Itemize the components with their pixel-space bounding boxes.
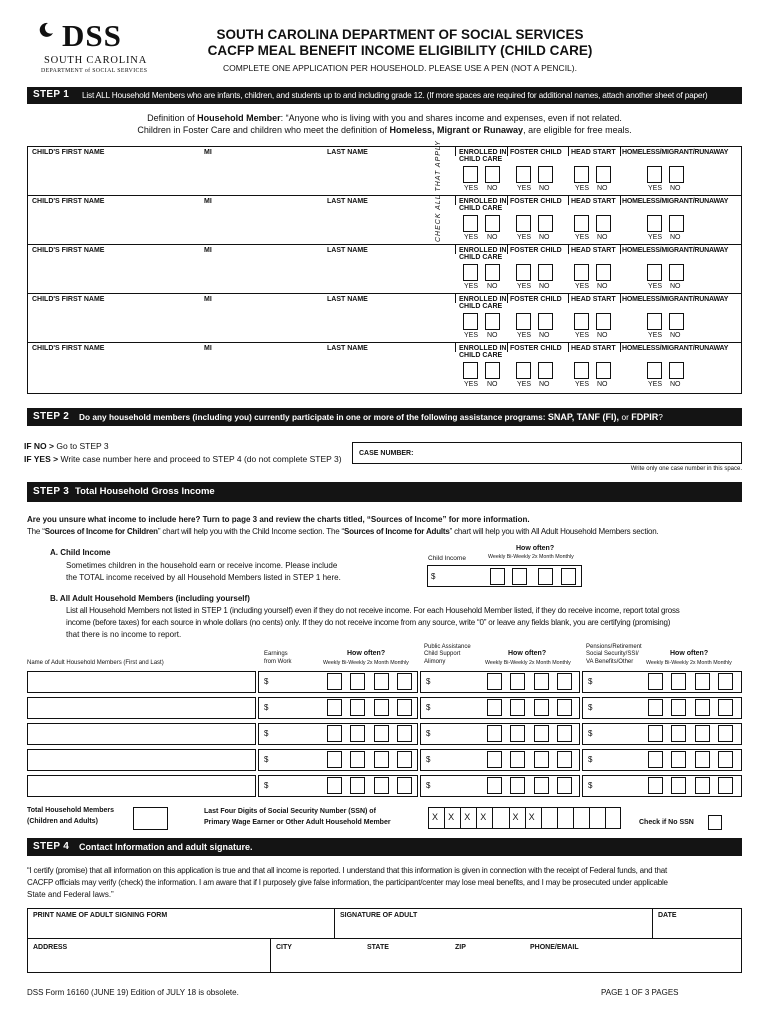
- frequency-checkbox[interactable]: [397, 777, 412, 794]
- dss-logo: [38, 18, 150, 78]
- how-often-label: How often?: [347, 650, 386, 657]
- no-ssn-label: Check if No SSN: [639, 819, 694, 826]
- frequency-checkbox[interactable]: [671, 699, 686, 716]
- child-first-name-field[interactable]: CHILD'S FIRST NAME: [32, 296, 105, 303]
- yes-label: YES: [464, 381, 479, 388]
- child-freq-labels: Weekly Bi-Weekly 2x Month Monthly: [488, 554, 574, 560]
- frequency-checkbox[interactable]: [327, 777, 342, 794]
- frequency-checkbox[interactable]: [374, 673, 389, 690]
- adult-name-field[interactable]: [27, 775, 256, 797]
- yes-label: YES: [575, 332, 590, 339]
- frequency-checkbox[interactable]: [350, 777, 365, 794]
- frequency-checkbox[interactable]: [374, 777, 389, 794]
- frequency-checkbox[interactable]: [487, 777, 502, 794]
- no-checkbox[interactable]: [669, 166, 684, 183]
- frequency-checkbox[interactable]: [671, 725, 686, 742]
- child-last-name-field[interactable]: LAST NAME: [327, 198, 368, 205]
- total-members-field[interactable]: [133, 807, 168, 830]
- yes-checkbox[interactable]: [516, 215, 531, 232]
- child-mi-field[interactable]: MI: [204, 149, 212, 156]
- no-checkbox[interactable]: [669, 264, 684, 281]
- certification-3: State and Federal laws.”: [27, 890, 114, 899]
- frequency-checkbox[interactable]: [350, 751, 365, 768]
- frequency-checkbox[interactable]: [671, 751, 686, 768]
- logo-dept: DEPARTMENT of SOCIAL SERVICES: [41, 68, 148, 74]
- yes-label: YES: [648, 332, 663, 339]
- instructions: COMPLETE ONE APPLICATION PER HOUSEHOLD. PLEASE USE A PEN (NOT A PENCIL).: [223, 63, 577, 73]
- enrolled-label-2: CHILD CARE: [459, 205, 503, 212]
- dollar-sign: $: [588, 755, 593, 764]
- child-mi-field[interactable]: MI: [204, 296, 212, 303]
- foster-label: FOSTER CHILD: [510, 198, 562, 205]
- adult-name-field[interactable]: [27, 749, 256, 771]
- dollar-sign: $: [588, 781, 593, 790]
- zip-field[interactable]: ZIP: [455, 944, 466, 951]
- frequency-checkbox[interactable]: [327, 725, 342, 742]
- logo-state: SOUTH CAROLINA: [44, 55, 148, 66]
- no-label: NO: [670, 381, 681, 388]
- ssn-label-1: Last Four Digits of Social Security Number (SSN) of: [204, 808, 376, 815]
- frequency-checkbox[interactable]: [374, 725, 389, 742]
- no-checkbox[interactable]: [538, 264, 553, 281]
- logo-text: DSS: [62, 18, 122, 53]
- yes-checkbox[interactable]: [647, 166, 662, 183]
- no-label: NO: [670, 185, 681, 192]
- frequency-checkbox[interactable]: [557, 777, 572, 794]
- no-checkbox[interactable]: [485, 313, 500, 330]
- frequency-checkbox[interactable]: [487, 725, 502, 742]
- ssn-x-mark: X: [480, 812, 487, 822]
- phone-email-field[interactable]: PHONE/EMAIL: [530, 944, 579, 951]
- child-income-label: Child Income: [428, 555, 466, 562]
- adult-members-title: B. All Adult Household Members (including yourself): [50, 594, 250, 603]
- yes-checkbox[interactable]: [516, 313, 531, 330]
- no-label: NO: [597, 283, 608, 290]
- yes-checkbox[interactable]: [516, 264, 531, 281]
- enrolled-label-2: CHILD CARE: [459, 156, 503, 163]
- col-public-1: Public Assistance: [424, 644, 471, 650]
- no-label: NO: [597, 234, 608, 241]
- no-checkbox[interactable]: [485, 362, 500, 379]
- no-checkbox[interactable]: [596, 313, 611, 330]
- no-label: NO: [487, 381, 498, 388]
- frequency-checkbox[interactable]: [648, 777, 663, 794]
- frequency-checkbox[interactable]: [510, 725, 525, 742]
- no-checkbox[interactable]: [538, 215, 553, 232]
- frequency-checkbox[interactable]: [327, 751, 342, 768]
- no-label: NO: [487, 185, 498, 192]
- step2-bar: [27, 408, 742, 426]
- page-subtitle: CACFP MEAL BENEFIT INCOME ELIGIBILITY (CHILD CARE): [207, 43, 593, 58]
- no-checkbox[interactable]: [669, 362, 684, 379]
- frequency-checkbox[interactable]: [671, 777, 686, 794]
- frequency-checkbox[interactable]: [557, 673, 572, 690]
- step1-text: List ALL Household Members who are infants, children, and students up to and including grade 12. (If more spaces are required for additional names, attach another sheet of paper): [82, 90, 708, 100]
- no-ssn-checkbox[interactable]: [708, 815, 722, 830]
- no-label: NO: [539, 283, 550, 290]
- ssn-digit-field[interactable]: [606, 808, 620, 828]
- yes-checkbox[interactable]: [574, 362, 589, 379]
- yes-checkbox[interactable]: [463, 215, 478, 232]
- head-start-label: HEAD START: [571, 345, 616, 352]
- frequency-checkbox[interactable]: [397, 725, 412, 742]
- frequency-checkbox[interactable]: [397, 751, 412, 768]
- children-table: [27, 146, 742, 394]
- yes-checkbox[interactable]: [647, 313, 662, 330]
- no-checkbox[interactable]: [485, 264, 500, 281]
- homeless-label: HOMELESS/MIGRANT/RUNAWAY: [622, 296, 729, 303]
- date-field[interactable]: DATE: [658, 912, 677, 919]
- frequency-checkbox[interactable]: [397, 673, 412, 690]
- yes-label: YES: [464, 332, 479, 339]
- frequency-checkbox[interactable]: [397, 699, 412, 716]
- yes-label: YES: [648, 381, 663, 388]
- frequency-checkbox[interactable]: [487, 699, 502, 716]
- dollar-sign: $: [426, 703, 431, 712]
- child-first-name-field[interactable]: CHILD'S FIRST NAME: [32, 247, 105, 254]
- frequency-checkbox[interactable]: [490, 568, 505, 585]
- frequency-checkbox[interactable]: [718, 777, 733, 794]
- enrolled-label: ENROLLED IN: [459, 247, 507, 254]
- dollar-sign: $: [264, 703, 269, 712]
- income-help-charts: The “Sources of Income for Children” chart will help you with the Child Income section. The “Sources of Income for Adults” chart will help you with All Adult Household Members section.: [27, 527, 659, 536]
- moon-icon: [38, 22, 54, 38]
- yes-label: YES: [517, 234, 532, 241]
- no-label: NO: [670, 283, 681, 290]
- dollar-sign: $: [264, 677, 269, 686]
- frequency-checkbox[interactable]: [648, 725, 663, 742]
- frequency-checkbox[interactable]: [534, 751, 549, 768]
- case-note: Write only one case number in this space.: [630, 466, 742, 472]
- total-members-label-1: Total Household Members: [27, 807, 114, 814]
- yes-label: YES: [575, 381, 590, 388]
- yes-label: YES: [575, 185, 590, 192]
- how-often-label: How often?: [670, 650, 709, 657]
- city-field[interactable]: CITY: [276, 944, 292, 951]
- enrolled-label-2: CHILD CARE: [459, 303, 503, 310]
- adult-desc1: List all Household Members not listed in STEP 1 (including yourself) even if they do not receive income. For each Household Member listed, if they do receive income, report total gross: [66, 606, 680, 615]
- page-title: SOUTH CAROLINA DEPARTMENT OF SOCIAL SERVICES: [216, 27, 584, 42]
- no-checkbox[interactable]: [596, 362, 611, 379]
- frequency-checkbox[interactable]: [557, 751, 572, 768]
- homeless-label: HOMELESS/MIGRANT/RUNAWAY: [622, 149, 729, 156]
- frequency-checkbox[interactable]: [538, 568, 553, 585]
- step4-label: STEP 4: [33, 841, 70, 852]
- no-label: NO: [539, 234, 550, 241]
- step2-text: Do any household members (including you) currently participate in one or more of the following assistance programs: SNAP, TANF (FI), or FDPIR?: [79, 412, 663, 422]
- frequency-checkbox[interactable]: [534, 725, 549, 742]
- if-no: IF NO > Go to STEP 3: [24, 441, 109, 451]
- child-mi-field[interactable]: MI: [204, 198, 212, 205]
- enrolled-label: ENROLLED IN: [459, 198, 507, 205]
- col-public-2: Child Support: [424, 651, 461, 657]
- frequency-checkbox[interactable]: [374, 699, 389, 716]
- dollar-sign: $: [588, 677, 593, 686]
- no-label: NO: [487, 234, 498, 241]
- no-checkbox[interactable]: [538, 166, 553, 183]
- col-earnings-1: Earnings: [264, 651, 288, 657]
- adult-name-field[interactable]: [27, 723, 256, 745]
- no-checkbox[interactable]: [669, 215, 684, 232]
- child-last-name-field[interactable]: LAST NAME: [327, 296, 368, 303]
- no-label: NO: [597, 332, 608, 339]
- frequency-checkbox[interactable]: [327, 699, 342, 716]
- address-field[interactable]: ADDRESS: [33, 944, 68, 951]
- case-number-label: CASE NUMBER:: [359, 450, 414, 457]
- how-often-label: How often?: [508, 650, 547, 657]
- frequency-checkbox[interactable]: [718, 725, 733, 742]
- yes-checkbox[interactable]: [463, 166, 478, 183]
- frequency-checkbox[interactable]: [695, 751, 710, 768]
- step1-bar: [27, 87, 742, 104]
- form-number: DSS Form 16160 (JUNE 19) Edition of JULY 18 is obsolete.: [27, 988, 239, 997]
- yes-label: YES: [517, 185, 532, 192]
- household-definition: Definition of Household Member: “Anyone who is living with you and shares income and expenses, even if not related.: [147, 113, 622, 123]
- child-income-desc2: the TOTAL income received by all Household Members listed in STEP 1 here.: [66, 573, 341, 582]
- col-adult-name: Name of Adult Household Members (First and Last): [27, 660, 164, 666]
- enrolled-label-2: CHILD CARE: [459, 352, 503, 359]
- no-checkbox[interactable]: [485, 215, 500, 232]
- certification-1: “I certify (promise) that all information on this application is true and that all income is reported. I understand that this information is given in connection with the receipt of Federal funds, and that: [27, 866, 668, 875]
- col-pension-1: Pensions/Retirement: [586, 644, 642, 650]
- frequency-checkbox[interactable]: [718, 699, 733, 716]
- frequency-checkbox[interactable]: [557, 699, 572, 716]
- head-start-label: HEAD START: [571, 247, 616, 254]
- page-number: PAGE 1 OF 3 PAGES: [601, 988, 679, 997]
- dollar-sign: $: [426, 677, 431, 686]
- frequency-checkbox[interactable]: [510, 777, 525, 794]
- step3-bar: [27, 482, 742, 502]
- foster-definition: Children in Foster Care and children who meet the definition of Homeless, Migrant or Runaway, are eligible for free meals.: [137, 125, 632, 135]
- frequency-checkbox[interactable]: [327, 673, 342, 690]
- head-start-label: HEAD START: [571, 296, 616, 303]
- step2-label: STEP 2: [33, 411, 70, 422]
- frequency-checkbox[interactable]: [718, 751, 733, 768]
- step1-label: STEP 1: [33, 89, 70, 100]
- child-last-name-field[interactable]: LAST NAME: [327, 149, 368, 156]
- yes-checkbox[interactable]: [574, 313, 589, 330]
- frequency-checkbox[interactable]: [557, 725, 572, 742]
- frequency-checkbox[interactable]: [512, 568, 527, 585]
- child-income-desc1: Sometimes children in the household earn or receive income. Please include: [66, 561, 338, 570]
- yes-label: YES: [648, 185, 663, 192]
- no-checkbox[interactable]: [596, 264, 611, 281]
- yes-checkbox[interactable]: [647, 215, 662, 232]
- dollar-sign: $: [264, 781, 269, 790]
- yes-label: YES: [464, 185, 479, 192]
- yes-label: YES: [464, 283, 479, 290]
- frequency-checkbox[interactable]: [534, 777, 549, 794]
- step4-title: Contact Information and adult signature.: [79, 842, 253, 852]
- child-first-name-field[interactable]: CHILD'S FIRST NAME: [32, 198, 105, 205]
- yes-label: YES: [648, 283, 663, 290]
- yes-checkbox[interactable]: [574, 166, 589, 183]
- no-label: NO: [539, 381, 550, 388]
- foster-label: FOSTER CHILD: [510, 345, 562, 352]
- col-earnings-2: from Work: [264, 659, 292, 665]
- yes-checkbox[interactable]: [574, 215, 589, 232]
- step3-label: STEP 3: [33, 486, 70, 497]
- frequency-checkbox[interactable]: [487, 751, 502, 768]
- head-start-label: HEAD START: [571, 149, 616, 156]
- no-label: NO: [539, 185, 550, 192]
- frequency-checkbox[interactable]: [350, 673, 365, 690]
- frequency-checkbox[interactable]: [695, 673, 710, 690]
- no-checkbox[interactable]: [485, 166, 500, 183]
- print-name-field[interactable]: PRINT NAME OF ADULT SIGNING FORM: [33, 912, 168, 919]
- yes-label: YES: [575, 283, 590, 290]
- frequency-checkbox[interactable]: [695, 699, 710, 716]
- dollar-sign: $: [588, 729, 593, 738]
- frequency-checkbox[interactable]: [510, 751, 525, 768]
- dollar-sign: $: [426, 729, 431, 738]
- frequency-checkbox[interactable]: [487, 673, 502, 690]
- frequency-checkbox[interactable]: [561, 568, 576, 585]
- ssn-x-mark: X: [512, 812, 519, 822]
- no-label: NO: [597, 381, 608, 388]
- frequency-checkbox[interactable]: [350, 725, 365, 742]
- certification-2: CACFP officials may verify (check) the information. I am aware that if I purposely give false information, the participant/center may lose meal benefits, and I may be prosecuted under applicable: [27, 878, 668, 887]
- enrolled-label: ENROLLED IN: [459, 345, 507, 352]
- dollar-sign: $: [426, 781, 431, 790]
- yes-checkbox[interactable]: [463, 264, 478, 281]
- no-checkbox[interactable]: [538, 313, 553, 330]
- frequency-checkbox[interactable]: [648, 699, 663, 716]
- dollar-sign: $: [264, 755, 269, 764]
- adult-desc3: that there is no income to report.: [66, 630, 182, 639]
- yes-checkbox[interactable]: [647, 362, 662, 379]
- no-checkbox[interactable]: [596, 166, 611, 183]
- no-checkbox[interactable]: [538, 362, 553, 379]
- frequency-checkbox[interactable]: [510, 699, 525, 716]
- frequency-labels: Weekly Bi-Weekly 2x Month Monthly: [485, 660, 571, 666]
- frequency-labels: Weekly Bi-Weekly 2x Month Monthly: [323, 660, 409, 666]
- homeless-label: HOMELESS/MIGRANT/RUNAWAY: [622, 247, 729, 254]
- case-number-field[interactable]: [352, 442, 742, 464]
- income-help: Are you unsure what income to include here? Turn to page 3 and review the charts titled, “Sources of Income” for more information.: [27, 515, 530, 524]
- no-label: NO: [670, 234, 681, 241]
- frequency-checkbox[interactable]: [648, 751, 663, 768]
- col-pension-2: Social Security/SSI/: [586, 651, 639, 657]
- no-label: NO: [539, 332, 550, 339]
- foster-label: FOSTER CHILD: [510, 149, 562, 156]
- frequency-checkbox[interactable]: [350, 699, 365, 716]
- col-public-3: Alimony: [424, 659, 446, 665]
- if-yes: IF YES > Write case number here and proceed to STEP 4 (do not complete STEP 3): [24, 454, 342, 464]
- homeless-label: HOMELESS/MIGRANT/RUNAWAY: [622, 345, 729, 352]
- frequency-checkbox[interactable]: [648, 673, 663, 690]
- ssn-x-mark: X: [432, 812, 439, 822]
- yes-label: YES: [575, 234, 590, 241]
- dollar-sign: $: [588, 703, 593, 712]
- yes-checkbox[interactable]: [574, 264, 589, 281]
- ssn-x-mark: X: [464, 812, 471, 822]
- no-label: NO: [670, 332, 681, 339]
- child-first-name-field[interactable]: CHILD'S FIRST NAME: [32, 345, 105, 352]
- frequency-checkbox[interactable]: [510, 673, 525, 690]
- yes-checkbox[interactable]: [463, 362, 478, 379]
- step3-title: Total Household Gross Income: [75, 486, 215, 497]
- yes-label: YES: [517, 332, 532, 339]
- enrolled-label-2: CHILD CARE: [459, 254, 503, 261]
- adult-name-field[interactable]: [27, 697, 256, 719]
- frequency-checkbox[interactable]: [374, 751, 389, 768]
- foster-label: FOSTER CHILD: [510, 247, 562, 254]
- yes-label: YES: [464, 234, 479, 241]
- no-label: NO: [597, 185, 608, 192]
- ssn-digit-field[interactable]: [558, 808, 572, 828]
- frequency-checkbox[interactable]: [534, 699, 549, 716]
- child-mi-field[interactable]: MI: [204, 247, 212, 254]
- yes-label: YES: [517, 381, 532, 388]
- head-start-label: HEAD START: [571, 198, 616, 205]
- col-pension-3: VA Benefits/Other: [586, 659, 634, 665]
- child-first-name-field[interactable]: CHILD'S FIRST NAME: [32, 149, 105, 156]
- child-last-name-field[interactable]: LAST NAME: [327, 345, 368, 352]
- ssn-x-mark: X: [528, 812, 535, 822]
- foster-label: FOSTER CHILD: [510, 296, 562, 303]
- adult-name-field[interactable]: [27, 671, 256, 693]
- enrolled-label: ENROLLED IN: [459, 296, 507, 303]
- no-checkbox[interactable]: [596, 215, 611, 232]
- yes-checkbox[interactable]: [516, 166, 531, 183]
- frequency-checkbox[interactable]: [695, 777, 710, 794]
- adult-desc2: income (before taxes) for each source in whole dollars (no cents) only. If they do not receive income from any source, write “0” or leave any fields blank, you are certifying (promising): [66, 618, 671, 627]
- child-last-name-field[interactable]: LAST NAME: [327, 247, 368, 254]
- enrolled-label: ENROLLED IN: [459, 149, 507, 156]
- yes-label: YES: [517, 283, 532, 290]
- no-label: NO: [487, 283, 498, 290]
- child-income-title: A. Child Income: [50, 548, 111, 557]
- no-label: NO: [487, 332, 498, 339]
- child-how-often: How often?: [516, 545, 555, 552]
- ssn-digit-field[interactable]: [590, 808, 604, 828]
- frequency-checkbox[interactable]: [671, 673, 686, 690]
- ssn-digit-field[interactable]: [574, 808, 588, 828]
- dollar-sign: $: [431, 572, 436, 581]
- frequency-checkbox[interactable]: [718, 673, 733, 690]
- step4-bar: [27, 838, 742, 856]
- yes-label: YES: [648, 234, 663, 241]
- state-field[interactable]: STATE: [367, 944, 389, 951]
- yes-checkbox[interactable]: [647, 264, 662, 281]
- signature-field[interactable]: SIGNATURE OF ADULT: [340, 912, 418, 919]
- yes-checkbox[interactable]: [516, 362, 531, 379]
- no-checkbox[interactable]: [669, 313, 684, 330]
- child-mi-field[interactable]: MI: [204, 345, 212, 352]
- total-members-label-2: (Children and Adults): [27, 818, 98, 825]
- frequency-labels: Weekly Bi-Weekly 2x Month Monthly: [646, 660, 732, 666]
- ssn-label-2: Primary Wage Earner or Other Adult Household Member: [204, 819, 391, 826]
- check-all-label: CHECK ALL THAT APPLY: [435, 140, 442, 242]
- homeless-label: HOMELESS/MIGRANT/RUNAWAY: [622, 198, 729, 205]
- frequency-checkbox[interactable]: [695, 725, 710, 742]
- ssn-x-mark: X: [448, 812, 455, 822]
- dollar-sign: $: [264, 729, 269, 738]
- yes-checkbox[interactable]: [463, 313, 478, 330]
- dollar-sign: $: [426, 755, 431, 764]
- frequency-checkbox[interactable]: [534, 673, 549, 690]
